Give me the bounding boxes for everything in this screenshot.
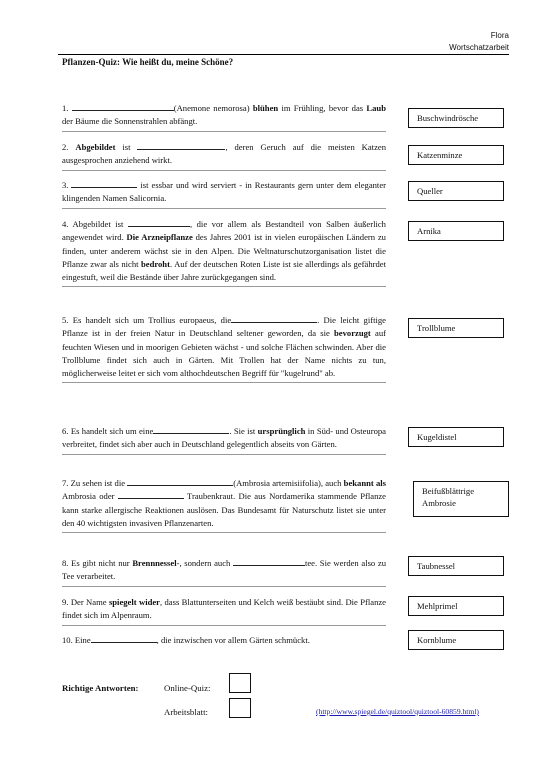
- question-number: 7.: [62, 478, 69, 488]
- question-7: 7. Zu sehen ist die (Ambrosia artemisiifolia), auch bekannt als Ambrosia oder Traubenkraut. Die aus Nordamerika stammende Pflanze kann starke allergische Reaktionen auslösen. Das Bundesamt für Naturschutz listet sie unter den 40 wichtigsten invasiven Pflanzenarten.: [62, 477, 386, 533]
- answer-blank[interactable]: [72, 102, 174, 111]
- question-number: 5.: [62, 315, 69, 325]
- answer-box-6: Kugeldistel: [408, 427, 504, 447]
- answer-blank[interactable]: [127, 477, 233, 486]
- answer-box-2: Katzenminze: [408, 145, 504, 165]
- correct-answers-label: Richtige Antworten:: [62, 683, 139, 693]
- answer-blank[interactable]: [137, 141, 225, 150]
- answer-box-4: Arnika: [408, 221, 504, 241]
- question-10: 10. Eine , die inzwischen vor allem Gärten schmückt.: [62, 635, 310, 645]
- header-divider: [58, 54, 509, 55]
- answer-blank[interactable]: [91, 634, 157, 643]
- document-header: [449, 30, 509, 54]
- worksheet-score-box[interactable]: [229, 698, 251, 718]
- question-number: 6.: [62, 426, 69, 436]
- answer-blank[interactable]: [231, 314, 317, 323]
- header-subtitle: Wortschatzarbeit: [449, 43, 509, 52]
- answer-blank[interactable]: [233, 557, 305, 566]
- question-number: 1.: [62, 103, 69, 113]
- question-number: 2.: [62, 142, 69, 152]
- worksheet-label: Arbeitsblatt:: [164, 707, 208, 717]
- answer-box-1: Buschwindrösche: [408, 108, 504, 128]
- page-title: Pflanzen-Quiz: Wie heißt du, meine Schöne?: [62, 57, 234, 67]
- answer-box-3: Queller: [408, 181, 504, 201]
- answer-box-5: Trollblume: [408, 318, 504, 338]
- answer-blank[interactable]: [71, 179, 137, 188]
- question-6: 6. Es handelt sich um eine . Sie ist ursprünglich in Süd- und Osteuropa verbreitet, findet sich aber auch in Deutschland gelegentlich abseits von Gärten.: [62, 425, 386, 455]
- online-quiz-score-box[interactable]: [229, 673, 251, 693]
- header-topic: Flora: [490, 31, 509, 40]
- answer-box-7: Beifußblättrige Ambrosie: [413, 481, 509, 517]
- question-number: 8.: [62, 558, 69, 568]
- online-quiz-label: Online-Quiz:: [164, 683, 211, 693]
- question-1: 1. (Anemone nemorosa) blühen im Frühling, bevor das Laub der Bäume die Sonnenstrahlen abfängt.: [62, 102, 386, 132]
- answer-blank[interactable]: [128, 218, 190, 227]
- question-2: 2. Abgebildet ist , deren Geruch auf die meisten Katzen ausgesprochen anziehend wirkt.: [62, 141, 386, 171]
- question-number: 10.: [62, 635, 73, 645]
- question-4: 4. Abgebildet ist , die vor allem als Bestandteil von Salben äußerlich angewendet wird. Die Arzneipflanze des Jahres 2001 ist in vielen europäischen Ländern zu finden, unter anderem wächst sie in den Alpen. Die Weltnaturschutzorganisation listet die Pflanze zwar als nicht bedroht. Auf der deutschen Roten Liste ist sie allerdings als gefährdet eingestuft, weil die Bestände über Jahre zurückgegangen sind.: [62, 218, 386, 287]
- question-number: 3.: [62, 180, 69, 190]
- question-5: 5. Es handelt sich um Trollius europaeus, die . Die leicht giftige Pflanze ist in der freien Natur in Deutschland seltener geworden, da sie bevorzugt auf feuchten Wiesen und in moorigen Gebieten wächst - und solche Flächen schwinden. Aber die Trollblume findet sich auch in Gärten. Mit Trollen hat der Name nichts zu tun, möglicherweise leitet er sich vom althochdeutschen Begriff für "kugelrund" ab.: [62, 314, 386, 383]
- answer-blank[interactable]: [118, 490, 184, 499]
- answer-box-8: Taubnessel: [408, 556, 504, 576]
- answer-blank[interactable]: [153, 425, 229, 434]
- question-9: 9. Der Name spiegelt wider, dass Blattunterseiten und Kelch weiß bestäubt sind. Die Pflanze findet sich im Alpenraum.: [62, 596, 386, 626]
- answer-box-9: Mehlprimel: [408, 596, 504, 616]
- question-number: 4.: [62, 219, 69, 229]
- source-link[interactable]: (http://www.spiegel.de/quiztool/quiztool-60859.html): [316, 707, 479, 716]
- question-3: 3. ist essbar und wird serviert - in Restaurants gern unter dem eleganter klingenden Namen Salicornia.: [62, 179, 386, 209]
- question-number: 9.: [62, 597, 69, 607]
- answer-box-10: Kornblume: [408, 630, 504, 650]
- question-8: 8. Es gibt nicht nur Brennnessel-, sondern auch tee. Sie werden also zu Tee verarbeitet.: [62, 557, 386, 587]
